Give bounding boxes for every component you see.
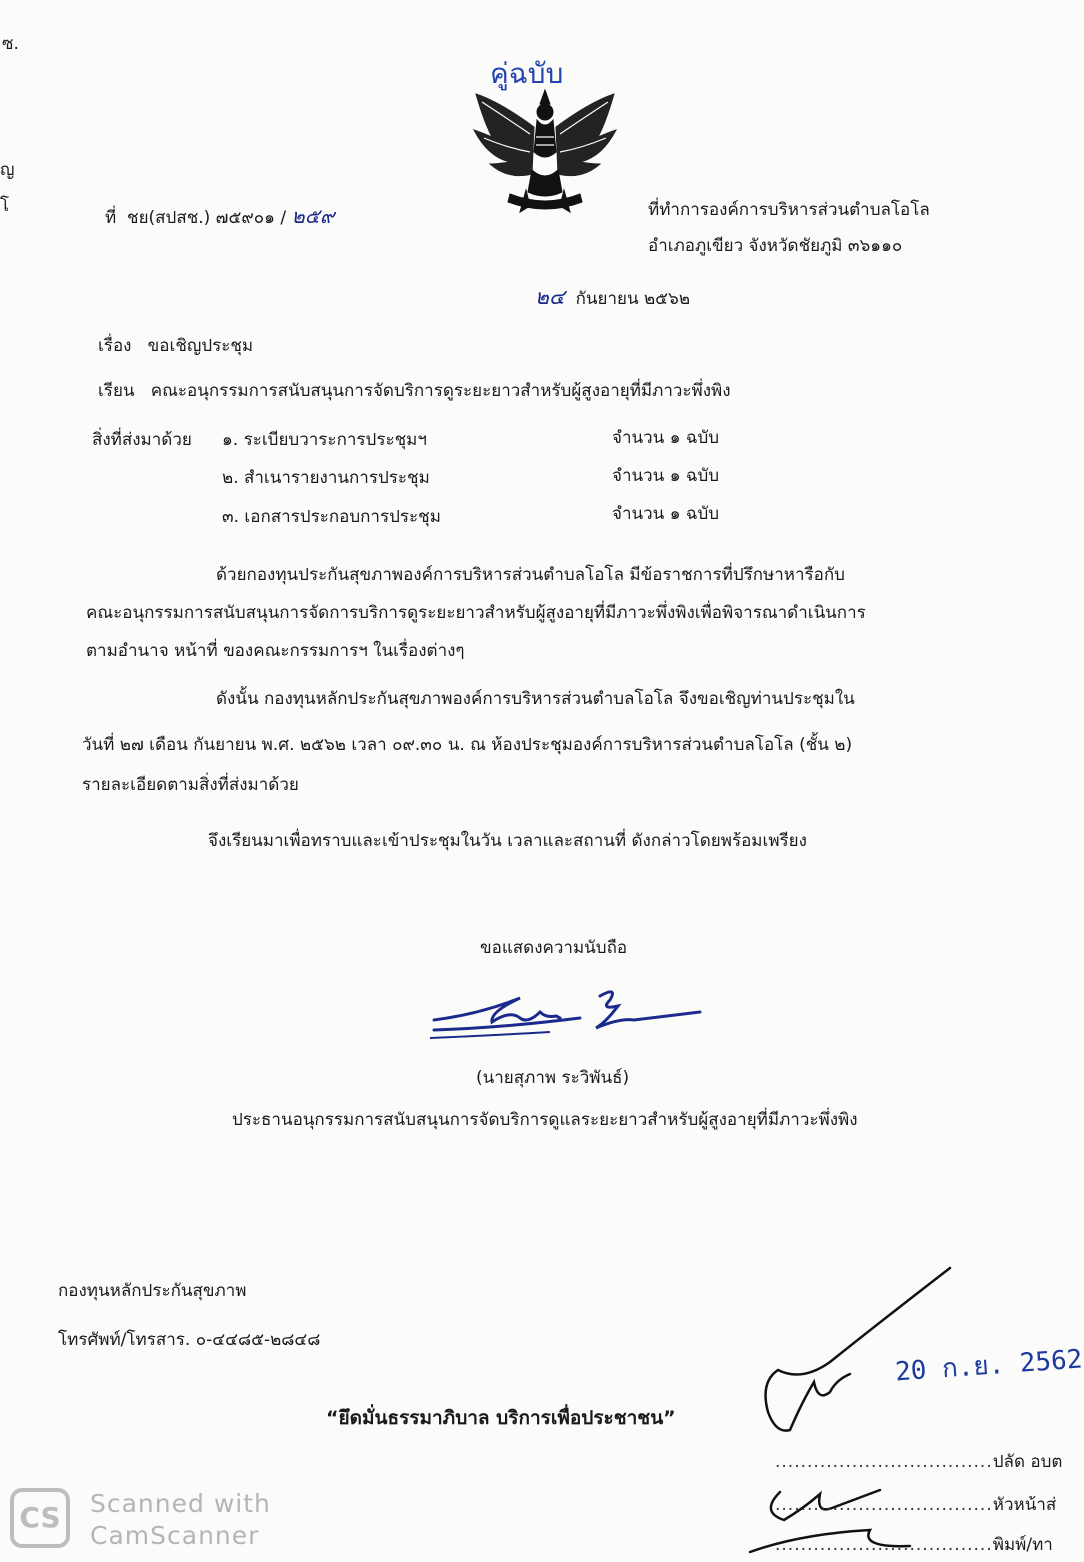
recipient-label: เรียน [98,381,135,401]
reference-label: ที่ [105,208,117,228]
signature-icon [420,978,710,1048]
routing-label: ปลัด อบต [992,1452,1063,1472]
body-paragraph-3: จึงเรียนมาเพื่อทราบและเข้าประชุมในวัน เวลาและสถานที่ ดังกล่าวโดยพร้อมเพรียง [208,831,807,851]
handwritten-reference: ๒๕๙ [291,204,335,228]
routing-line [775,1491,1056,1518]
routing-line [775,1531,1053,1558]
margin-mark: โ [0,196,10,216]
body-paragraph-1-line: คณะอนุกรรมการสนับสนุนการจัดการบริการดูระยะยาวสำหรับผู้สูงอายุที่มีภาวะพึ่งพิงเพื่อพิจารณาดำเนินการ [86,603,866,623]
subject-label: เรื่อง [98,336,132,356]
body-paragraph-1-line: ตามอำนาจ หน้าที่ ของคณะกรรมการฯ ในเรื่องต่างๆ [86,641,465,661]
attachment-qty: จำนวน ๑ ฉบับ [612,428,720,448]
attachment-item: ๑. ระเบียบวาระการประชุมฯ [222,430,427,450]
subject-line [98,332,253,359]
recipient-text: คณะอนุกรรมการสนับสนุนการจัดบริการดูระยะยาวสำหรับผู้สูงอายุที่มีภาวะพึ่งพิง [150,381,731,401]
attachment-qty: จำนวน ๑ ฉบับ [612,504,720,524]
attachment-item: ๓. เอกสารประกอบการประชุม [222,507,441,527]
letter-date [535,281,690,314]
body-paragraph-2-line: รายละเอียดตามสิ่งที่ส่งมาด้วย [82,775,299,795]
footer-slogan: “ยึดมั่นธรรมาภิบาล บริการเพื่อประชาชน” [326,1407,676,1429]
subject-text: ขอเชิญประชุม [147,336,254,356]
footer-office: กองทุนหลักประกันสุขภาพ [58,1281,247,1301]
signer-title: ประธานอนุกรรมการสนับสนุนการจัดบริการดูแลระยะยาวสำหรับผู้สูงอายุที่มีภาวะพึ่งพิง [232,1110,858,1130]
body-paragraph-2-line: วันที่ ๒๗ เดือน กันยายน พ.ศ. ๒๕๖๒ เวลา ๐๙.๓๐ น. ณ ห้องประชุมองค์การบริหารส่วนตำบลโอโล (ชั้น ๒) [82,735,853,755]
body-paragraph-2-line: ดังนั้น กองทุนหลักประกันสุขภาพองค์การบริหารส่วนตำบลโอโล จึงขอเชิญท่านประชุมใน [216,689,855,709]
routing-dots: .................................. [775,1495,993,1515]
garuda-emblem-icon [470,82,620,217]
watermark-line-2: CamScanner [90,1521,260,1550]
watermark-line-1: Scanned with [90,1489,271,1518]
address-line-1: ที่ทำการองค์การบริหารส่วนตำบลโอโล [648,200,930,220]
attachment-qty: จำนวน ๑ ฉบับ [612,466,720,486]
closing-phrase: ขอแสดงความนับถือ [480,938,628,958]
recipient-line [98,377,731,404]
footer-phone: โทรศัพท์/โทรสาร. ๐-๔๔๘๕-๒๘๔๘ [58,1330,321,1350]
copy-stamp: คู่ฉบับ [490,57,564,90]
reference-number: ชย(สปสช.) ๗๕๙๐๑ / [127,208,287,228]
reference-line [105,200,334,232]
routing-label: หัวหน้าส่ [992,1495,1057,1515]
routing-dots: .................................. [775,1535,993,1555]
signer-name: (นายสุภาพ ระวิพันธ์) [476,1068,630,1088]
margin-mark: ซ. [2,34,19,54]
routing-dots: .................................. [775,1452,993,1472]
date-month-year: กันยายน ๒๕๖๒ [575,289,691,309]
handwritten-day: ๒๔ [535,285,565,309]
routing-line [775,1448,1062,1475]
body-paragraph-1-line: ด้วยกองทุนประกันสุขภาพองค์การบริหารส่วนตำบลโอโล มีข้อราชการที่ปรึกษาหารือกับ [216,565,845,585]
camscanner-logo-icon: CS [10,1488,70,1548]
attachments-label: สิ่งที่ส่งมาด้วย [92,430,192,450]
received-date-stamp: 20 ก.ย. 2562 [894,1344,1084,1388]
margin-mark: ญ [0,160,15,180]
routing-label: พิมพ์/ทา [992,1535,1053,1555]
address-line-2: อำเภอภูเขียว จังหวัดชัยภูมิ ๓๖๑๑๐ [648,236,903,256]
attachment-item: ๒. สำเนารายงานการประชุม [222,468,430,488]
